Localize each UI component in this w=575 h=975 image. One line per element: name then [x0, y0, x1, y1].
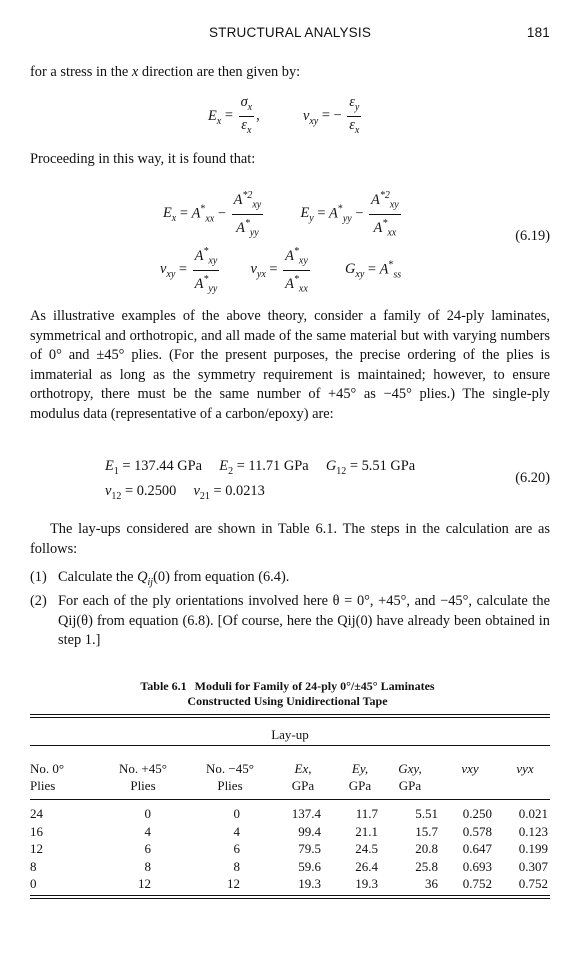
table-bottom-rule-2: [30, 898, 550, 899]
table-cell: 6: [233, 841, 240, 856]
table-cell: 6: [144, 841, 151, 856]
header-no-minus45-plies: No. −45° Plies: [206, 761, 254, 793]
paragraph-laminate-example: As illustrative examples of the above theory, consider a family of 24-ply laminates, symmetrical and orthotropic, and all made of the same material but with varying numbers of 0° and ±45° plies. (For the present purposes, the precise ordering of the plies is immaterial as long as the symmetry requirement is maintained; however, to ensure orthotropy, there must be the same number of +45° as −45° plies.) The single-ply modulus data (representative of a carbon/epoxy) are:: [30, 308, 550, 422]
table-cell: 0.752: [462, 876, 492, 891]
table-cell: 19.3: [298, 876, 321, 891]
step-1: (1) Calculate the $Q_{ij}(0)$ from equation (6.4).: [30, 569, 290, 588]
header-nuyx: νyx: [516, 761, 534, 776]
value-e2: 11.71 GPa: [248, 458, 309, 474]
table-cell: 0.578: [462, 823, 492, 839]
equation-620-row2: $\nu_{12} = 0.2500$ $\nu_{21} = 0.0213$: [105, 483, 265, 502]
value-e1: 137.44 GPa: [134, 458, 203, 474]
table-cell: 0.021: [518, 806, 548, 821]
table-header-rule: [30, 799, 550, 800]
step-2: (2) For each of the ply orientations involved here θ = 0°, +45°, and −45°, calculate the Qij(θ) from equation (6.8). [Of course, here the Qij(0) have already been obtained in step 1.]: [30, 593, 550, 649]
table-group-rule: [30, 745, 550, 746]
header-ex: Ex, GPa: [291, 761, 315, 793]
header-gxy: Gxy, GPa: [398, 761, 422, 793]
table-label: Table 6.1: [140, 679, 187, 693]
table-cell: 20.8: [415, 841, 438, 856]
equation-number-620: (6.20): [515, 470, 550, 486]
table-title-line1: Moduli for Family of 24-ply 0°/±45° Laminates: [194, 679, 435, 693]
table-cell: 26.4: [355, 858, 378, 874]
intro-text: for a stress in the x direction are then given by:: [30, 64, 301, 80]
table-cell: 0.307: [518, 858, 548, 874]
page-number: 181: [526, 25, 550, 40]
table-cell: 59.6: [298, 858, 321, 874]
header-no-0-plies: No. 0° Plies: [30, 761, 65, 793]
running-header: [30, 25, 550, 47]
header-ey: Ey, GPa: [348, 761, 372, 793]
table-cell: 25.8: [415, 858, 438, 874]
table-cell: 99.4: [298, 823, 321, 839]
table-cell: 0.752: [518, 876, 548, 891]
table-cell: 0.199: [518, 841, 548, 856]
value-g12: 5.51 GPa: [361, 458, 416, 474]
table-cell: 36: [425, 876, 438, 891]
value-nu12: 0.2500: [136, 483, 177, 499]
table-cell: 8: [233, 858, 240, 874]
equation-620-row1: $E_1 = 137.44$ GPa $E_2 = 11.71$ GPa $G_{12} = 5.51$ GPa: [105, 458, 416, 477]
table-caption: [0, 679, 575, 709]
table-cell: 0: [233, 806, 240, 821]
table-cell: 79.5: [298, 841, 321, 856]
table-cell: 0.693: [462, 858, 492, 874]
header-no-plus45-plies: No. +45° Plies: [119, 761, 167, 793]
table-cell: 12: [30, 841, 43, 856]
proceeding-text: Proceeding in this way, it is found that:: [30, 151, 256, 167]
table-cell: 0: [30, 876, 37, 891]
equation-619-row1: $E_x = A^*_{xx}$ − $\frac{A^{*2}_{xy}}{A^*_{yy}}$ $E_y = A^*_{yy}$ − $\frac{A^{*2}_{xy}}{A^*_{xx}}$: [163, 187, 403, 241]
table-cell: 0.250: [462, 806, 492, 821]
header-nuxy: νxy: [461, 761, 479, 776]
table-cell: 0.647: [462, 841, 492, 856]
table-cell: 137.4: [291, 806, 321, 821]
table-cell: 11.7: [355, 806, 378, 821]
table-cell: 0.123: [518, 823, 548, 839]
table-cell: 12: [227, 876, 240, 891]
table-cell: 15.7: [415, 823, 438, 839]
table-cell: 4: [144, 823, 151, 839]
table-top-rule-2: [30, 717, 550, 718]
paragraph-layups: The lay-ups considered are shown in Table 6.1. The steps in the calculation are as follows:: [30, 521, 550, 557]
equation-number-619: (6.19): [515, 228, 550, 244]
table-title-line2: Constructed Using Unidirectional Tape: [187, 694, 388, 708]
group-header-layup: Lay-up: [271, 727, 309, 742]
table-cell: 12: [138, 876, 151, 891]
table-cell: 16: [30, 823, 43, 839]
running-title: STRUCTURAL ANALYSIS: [208, 25, 372, 40]
table-cell: 5.51: [415, 806, 438, 821]
table-cell: 8: [144, 858, 151, 874]
table-cell: 24: [30, 806, 43, 821]
table-cell: 0: [144, 806, 151, 821]
equation-619-row2: $\nu_{xy}$ = $\frac{A^*_{xy}}{A^*_{yy}}$ $\nu_{yx}$ = $\frac{A^*_{xy}}{A^*_{xx}}$ $G_{xy} = A^*_{ss}$: [160, 243, 401, 297]
table-bottom-rule: [30, 895, 550, 896]
equation-ex: $E_x$ = $\frac{\sigma_x}{\varepsilon_x}$ , $\nu_{xy}$ = − $\frac{\varepsilon_y}{\varepsilon_x}$: [208, 94, 360, 136]
value-nu21: 0.0213: [225, 483, 265, 499]
table-cell: 21.1: [355, 823, 378, 839]
table-top-rule: [30, 714, 550, 715]
table-cell: 4: [233, 823, 240, 839]
steps-list: [30, 568, 550, 651]
table-cell: 8: [30, 858, 37, 874]
table-cell: 19.3: [355, 876, 378, 891]
table-cell: 24.5: [355, 841, 378, 856]
